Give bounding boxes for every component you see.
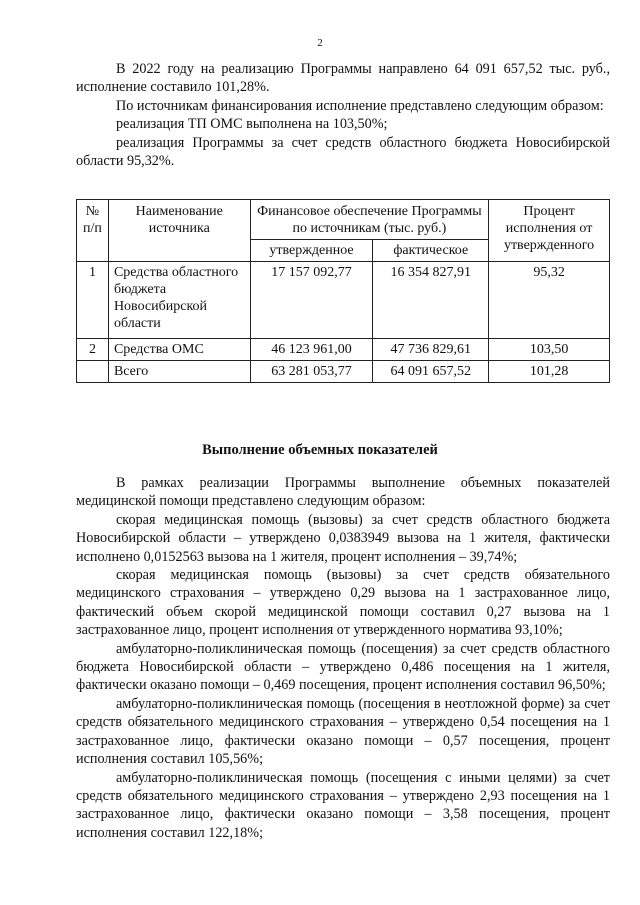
financing-table xyxy=(76,199,610,383)
cell-approved: 17 157 092,77 xyxy=(250,262,373,339)
volume-paragraph: В рамках реализации Программы выполнение объемных показателей медицинской помощи представлено следующим образом: xyxy=(76,475,610,510)
header-approved: утвержденное xyxy=(250,240,373,262)
cell-approved: 63 281 053,77 xyxy=(250,361,373,383)
cell-num xyxy=(77,361,109,383)
intro-paragraph: реализация ТП ОМС выполнена на 103,50%; xyxy=(116,116,388,133)
cell-actual: 64 091 657,52 xyxy=(373,361,489,383)
cell-percent: 103,50 xyxy=(489,339,610,361)
cell-approved: 46 123 961,00 xyxy=(250,339,373,361)
header-percent: Процент исполнения от утвержденного xyxy=(489,200,610,262)
intro-paragraph: реализация Программы за счет средств областного бюджета Новосибирской области 95,32%. xyxy=(76,134,610,170)
header-source: Наименование источника xyxy=(108,200,250,262)
cell-source: Средства ОМС xyxy=(108,339,250,361)
volume-paragraph: амбулаторно-поликлиническая помощь (посещения с иными целями) за счет средств обязательного медицинского страхования – утверждено 2,93 посещения на 1 застрахованное лицо, фактически оказано помощи – 3,58 посещения, процент исполнения составил 122,18%; xyxy=(76,769,610,841)
table-header-row xyxy=(77,200,610,240)
header-actual: фактическое xyxy=(373,240,489,262)
cell-num: 1 xyxy=(77,262,109,339)
volume-indicators-text xyxy=(76,474,610,842)
header-financing: Финансовое обеспечение Программы по источникам (тыс. руб.) xyxy=(250,200,489,240)
intro-text xyxy=(76,60,610,170)
volume-paragraph: амбулаторно-поликлиническая помощь (посещения в неотложной форме) за счет средств обязательного медицинского страхования – утверждено 0,54 посещения на 1 застрахованное лицо, фактически оказано помощи – 0,57 посещения, процент исполнения составил 105,56%; xyxy=(76,695,610,768)
cell-percent: 95,32 xyxy=(489,262,610,339)
volume-paragraph: скорая медицинская помощь (вызовы) за счет средств обязательного медицинского страхования – утверждено 0,29 вызова на 1 застрахованное лицо, фактический объем скорой медицинской помощи составил 0,27 вызова на 1 застрахованное лицо, процент исполнения от утвержденного норматива 93,10%; xyxy=(76,567,610,639)
volume-paragraph: амбулаторно-поликлиническая помощь (посещения) за счет средств областного бюджета Новосибирской области – утверждено 0,486 посещения на 1 жителя, фактически оказано помощи – 0,469 посещения, процент исполнения составил 96,50%; xyxy=(76,640,610,694)
page-number: 2 xyxy=(317,37,323,49)
cell-source: Средства областного бюджета Новосибирской области xyxy=(108,262,250,339)
header-num: № п/п xyxy=(77,200,109,262)
cell-num: 2 xyxy=(77,339,109,361)
table-row-total xyxy=(77,361,610,383)
cell-source: Всего xyxy=(108,361,250,383)
section-title: Выполнение объемных показателей xyxy=(202,442,438,458)
table-row xyxy=(77,339,610,361)
table-row xyxy=(77,262,610,339)
volume-paragraph: скорая медицинская помощь (вызовы) за счет средств областного бюджета Новосибирской области – утверждено 0,0383949 вызова на 1 жителя, фактически исполнено 0,0152563 вызова на 1 жителя, процент исполнения – 39,74%; xyxy=(76,511,610,565)
cell-actual: 47 736 829,61 xyxy=(373,339,489,361)
intro-paragraph: В 2022 году на реализацию Программы направлено 64 091 657,52 тыс. руб., исполнение составило 101,28%. xyxy=(76,61,610,96)
intro-paragraph: По источникам финансирования исполнение представлено следующим образом: xyxy=(116,97,604,114)
cell-actual: 16 354 827,91 xyxy=(373,262,489,339)
cell-percent: 101,28 xyxy=(489,361,610,383)
